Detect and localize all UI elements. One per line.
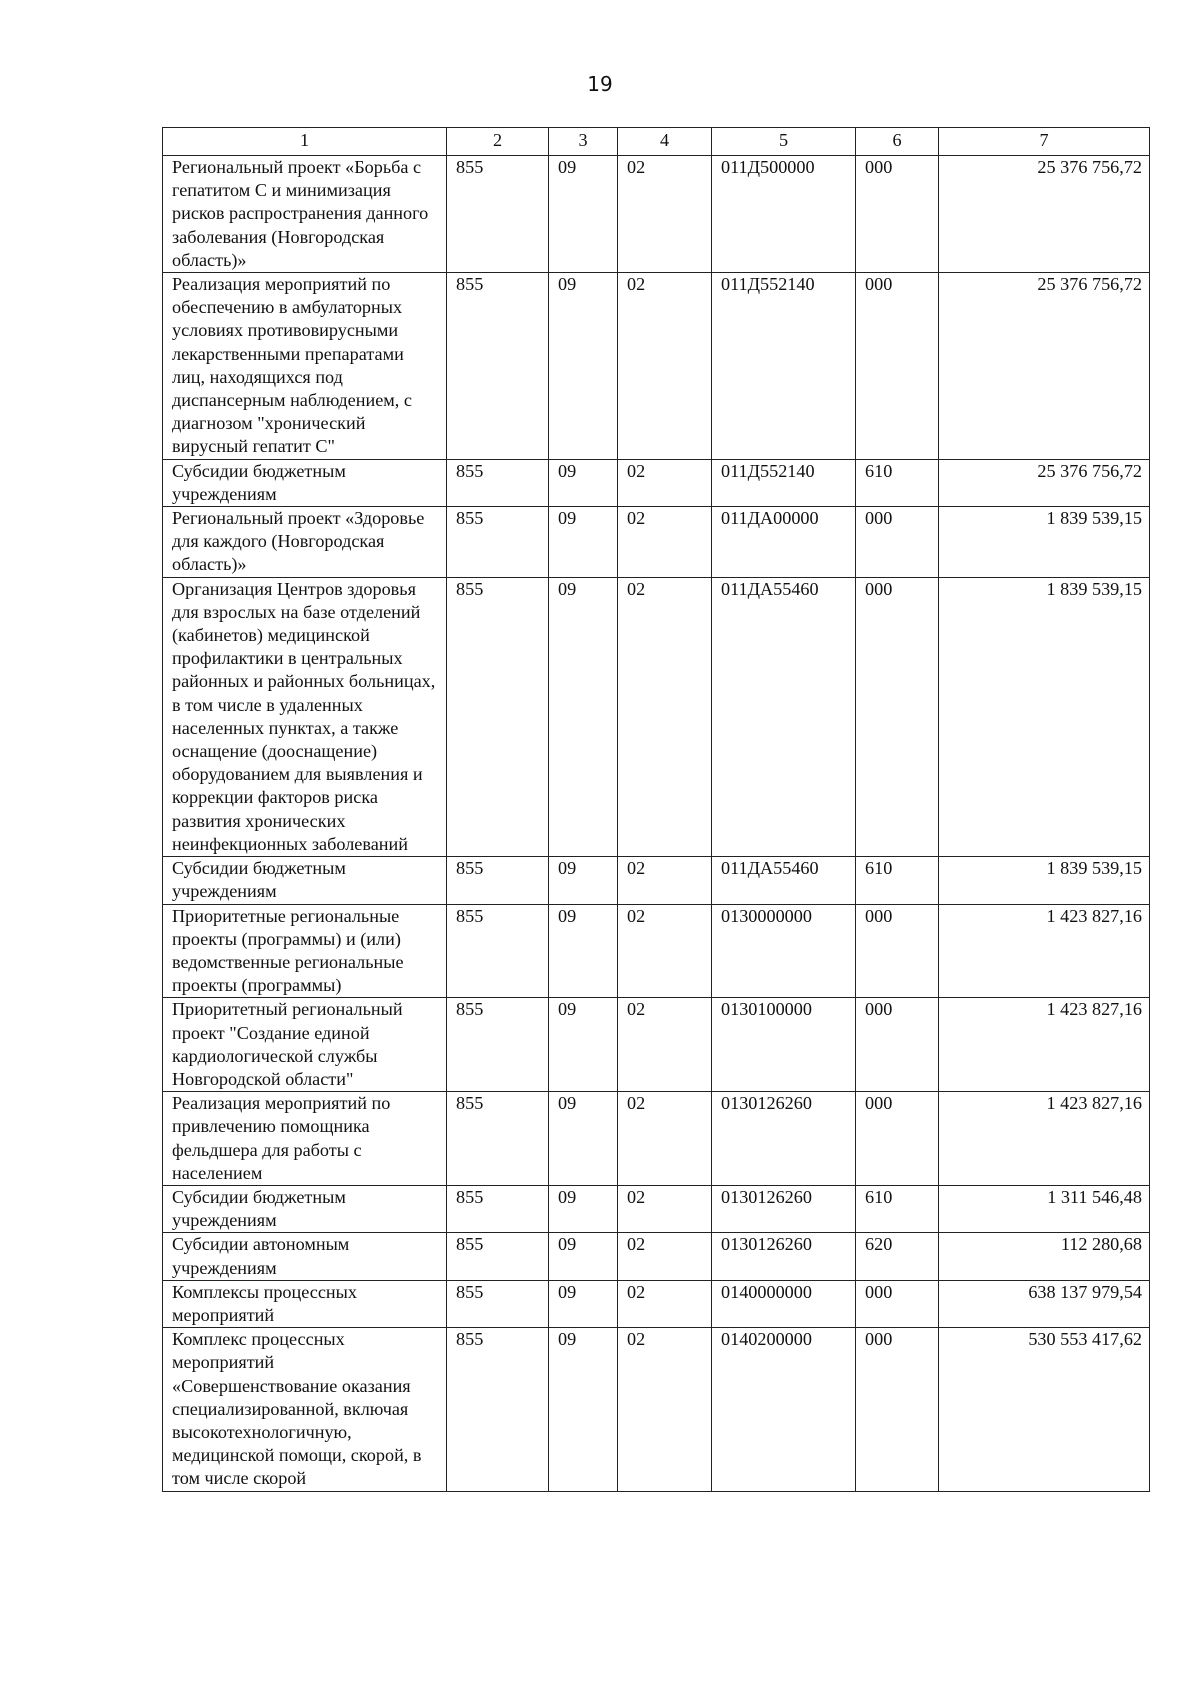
row-target-article-cell: 0130000000	[712, 904, 856, 998]
row-admin-code-cell: 855	[447, 507, 549, 578]
row-subsection-cell: 02	[618, 857, 712, 904]
table-row	[163, 507, 1150, 578]
row-name-cell: Региональный проект «Борьба с гепатитом С и минимизация рисков распространения данного заболевания (Новгородская область)»	[163, 156, 447, 273]
table-body	[163, 156, 1150, 1492]
row-target-article-cell: 0140000000	[712, 1280, 856, 1327]
row-admin-code-cell: 855	[447, 857, 549, 904]
row-admin-code-cell: 855	[447, 1233, 549, 1280]
row-target-article-cell: 011ДА55460	[712, 577, 856, 856]
row-section-cell: 09	[549, 1233, 618, 1280]
row-subsection-cell: 02	[618, 1328, 712, 1491]
row-subsection-cell: 02	[618, 998, 712, 1092]
row-expense-type-cell: 000	[856, 273, 939, 460]
row-subsection-cell: 02	[618, 273, 712, 460]
header-cell-3: 3	[549, 128, 618, 156]
row-section-cell: 09	[549, 577, 618, 856]
row-target-article-cell: 011ДА55460	[712, 857, 856, 904]
row-section-cell: 09	[549, 904, 618, 998]
row-amount-cell: 1 839 539,15	[939, 507, 1150, 578]
table-row	[163, 998, 1150, 1092]
row-amount-cell: 25 376 756,72	[939, 156, 1150, 273]
table-row	[163, 1233, 1150, 1280]
row-subsection-cell: 02	[618, 1233, 712, 1280]
row-amount-cell: 1 839 539,15	[939, 577, 1150, 856]
page-number: 19	[587, 72, 613, 96]
row-name-cell: Приоритетные региональные проекты (программы) и (или) ведомственные региональные проекты (программы)	[163, 904, 447, 998]
row-name-cell: Реализация мероприятий по обеспечению в амбулаторных условиях противовирусными лекарственными препаратами лиц, находящихся под диспансерным наблюдением, с диагнозом "хронический вирусный гепатит С"	[163, 273, 447, 460]
row-expense-type-cell: 000	[856, 577, 939, 856]
row-admin-code-cell: 855	[447, 1280, 549, 1327]
row-expense-type-cell: 000	[856, 1328, 939, 1491]
table-row	[163, 857, 1150, 904]
row-target-article-cell: 0130126260	[712, 1185, 856, 1232]
row-expense-type-cell: 000	[856, 904, 939, 998]
row-amount-cell: 1 311 546,48	[939, 1185, 1150, 1232]
row-name-cell: Субсидии бюджетным учреждениям	[163, 1185, 447, 1232]
row-subsection-cell: 02	[618, 1185, 712, 1232]
row-amount-cell: 1 839 539,15	[939, 857, 1150, 904]
header-cell-4: 4	[618, 128, 712, 156]
row-expense-type-cell: 620	[856, 1233, 939, 1280]
table-row	[163, 459, 1150, 506]
row-target-article-cell: 0140200000	[712, 1328, 856, 1491]
row-expense-type-cell: 000	[856, 1280, 939, 1327]
row-section-cell: 09	[549, 273, 618, 460]
row-expense-type-cell: 000	[856, 507, 939, 578]
row-subsection-cell: 02	[618, 459, 712, 506]
row-admin-code-cell: 855	[447, 577, 549, 856]
header-cell-7: 7	[939, 128, 1150, 156]
header-row	[163, 128, 1150, 156]
row-name-cell: Приоритетный региональный проект "Создание единой кардиологической службы Новгородской области"	[163, 998, 447, 1092]
row-name-cell: Региональный проект «Здоровье для каждого (Новгородская область)»	[163, 507, 447, 578]
row-target-article-cell: 011Д500000	[712, 156, 856, 273]
row-subsection-cell: 02	[618, 577, 712, 856]
table-row	[163, 273, 1150, 460]
row-amount-cell: 1 423 827,16	[939, 904, 1150, 998]
row-name-cell: Комплексы процессных мероприятий	[163, 1280, 447, 1327]
row-amount-cell: 1 423 827,16	[939, 998, 1150, 1092]
row-subsection-cell: 02	[618, 1092, 712, 1186]
row-expense-type-cell: 610	[856, 857, 939, 904]
header-cell-2: 2	[447, 128, 549, 156]
header-cell-1: 1	[163, 128, 447, 156]
row-target-article-cell: 0130100000	[712, 998, 856, 1092]
row-name-cell: Комплекс процессных мероприятий «Совершенствование оказания специализированной, включая высокотехнологичную, медицинской помощи, скорой, в том числе скорой	[163, 1328, 447, 1491]
row-admin-code-cell: 855	[447, 1328, 549, 1491]
row-expense-type-cell: 000	[856, 1092, 939, 1186]
row-name-cell: Реализация мероприятий по привлечению помощника фельдшера для работы с населением	[163, 1092, 447, 1186]
row-section-cell: 09	[549, 459, 618, 506]
row-section-cell: 09	[549, 1328, 618, 1491]
table-row	[163, 1328, 1150, 1491]
table-row	[163, 156, 1150, 273]
row-target-article-cell: 011Д552140	[712, 273, 856, 460]
row-section-cell: 09	[549, 1092, 618, 1186]
row-name-cell: Субсидии бюджетным учреждениям	[163, 857, 447, 904]
row-expense-type-cell: 610	[856, 1185, 939, 1232]
table-row	[163, 1280, 1150, 1327]
row-admin-code-cell: 855	[447, 998, 549, 1092]
row-amount-cell: 25 376 756,72	[939, 273, 1150, 460]
row-target-article-cell: 0130126260	[712, 1092, 856, 1186]
row-subsection-cell: 02	[618, 904, 712, 998]
row-expense-type-cell: 000	[856, 156, 939, 273]
row-target-article-cell: 0130126260	[712, 1233, 856, 1280]
budget-table	[162, 127, 1150, 1492]
row-amount-cell: 112 280,68	[939, 1233, 1150, 1280]
row-amount-cell: 1 423 827,16	[939, 1092, 1150, 1186]
row-amount-cell: 638 137 979,54	[939, 1280, 1150, 1327]
row-section-cell: 09	[549, 507, 618, 578]
row-section-cell: 09	[549, 1185, 618, 1232]
table-row	[163, 1092, 1150, 1186]
row-admin-code-cell: 855	[447, 273, 549, 460]
row-amount-cell: 530 553 417,62	[939, 1328, 1150, 1491]
row-subsection-cell: 02	[618, 156, 712, 273]
row-expense-type-cell: 610	[856, 459, 939, 506]
row-subsection-cell: 02	[618, 1280, 712, 1327]
table-row	[163, 1185, 1150, 1232]
table-row	[163, 577, 1150, 856]
row-name-cell: Субсидии автономным учреждениям	[163, 1233, 447, 1280]
row-section-cell: 09	[549, 998, 618, 1092]
row-admin-code-cell: 855	[447, 1092, 549, 1186]
row-target-article-cell: 011Д552140	[712, 459, 856, 506]
row-name-cell: Организация Центров здоровья для взрослых на базе отделений (кабинетов) медицинской профилактики в центральных районных и районных больницах, в том числе в удаленных населенных пунктах, а также оснащение (дооснащение) оборудованием для выявления и коррекции факторов риска развития хронических неинфекционных заболеваний	[163, 577, 447, 856]
row-subsection-cell: 02	[618, 507, 712, 578]
row-amount-cell: 25 376 756,72	[939, 459, 1150, 506]
row-admin-code-cell: 855	[447, 459, 549, 506]
header-cell-6: 6	[856, 128, 939, 156]
header-cell-5: 5	[712, 128, 856, 156]
row-target-article-cell: 011ДА00000	[712, 507, 856, 578]
row-admin-code-cell: 855	[447, 904, 549, 998]
row-section-cell: 09	[549, 857, 618, 904]
row-admin-code-cell: 855	[447, 1185, 549, 1232]
row-section-cell: 09	[549, 1280, 618, 1327]
row-name-cell: Субсидии бюджетным учреждениям	[163, 459, 447, 506]
table-row	[163, 904, 1150, 998]
row-section-cell: 09	[549, 156, 618, 273]
row-admin-code-cell: 855	[447, 156, 549, 273]
row-expense-type-cell: 000	[856, 998, 939, 1092]
